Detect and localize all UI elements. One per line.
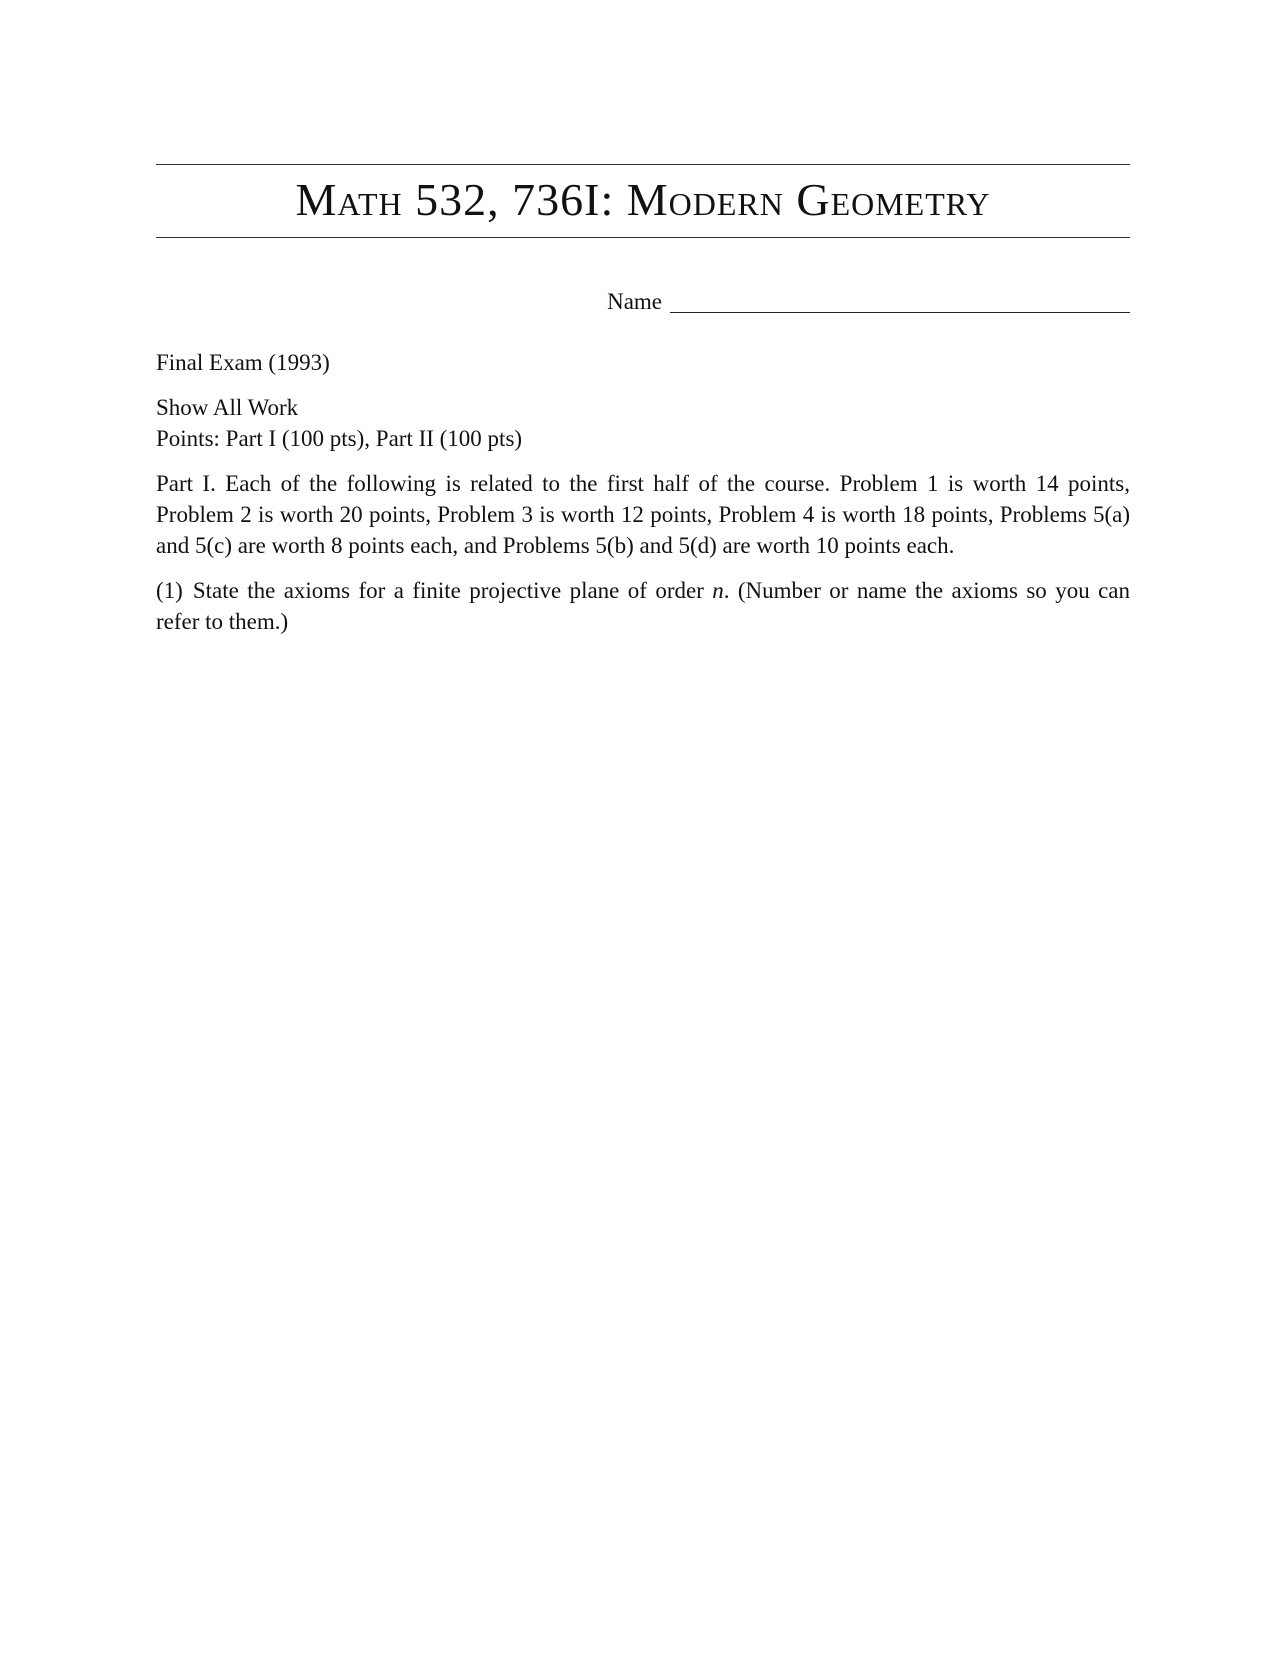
show-work-text: Show All Work xyxy=(156,395,299,420)
exam-page xyxy=(156,164,1130,637)
name-field xyxy=(156,290,1130,313)
problem-text-after: . (Number or name the axioms so you can refer to them.) xyxy=(156,578,1130,634)
exam-title: Final Exam (1993) xyxy=(156,350,330,375)
problem-text-before: State the axioms for a finite projective plane of order xyxy=(192,578,713,603)
name-blank-line[interactable] xyxy=(670,290,1130,313)
problem-number: (1) xyxy=(156,578,183,603)
exam-instructions xyxy=(156,392,1130,454)
problem-variable: n xyxy=(712,578,724,603)
problem-1 xyxy=(156,575,1130,637)
part1-intro: Part I. Each of the following is related to the first half of the course. Problem 1 is worth 14 points, Problem 2 is worth 20 points, Problem 3 is worth 12 points, Problem 4 is worth 18 points, Problems 5(a) and 5(c) are worth 8 points each, and Problems 5(b) and 5(d) are worth 10 points each. xyxy=(156,471,1130,558)
title-bottom-rule xyxy=(156,237,1130,238)
name-label: Name xyxy=(607,289,662,314)
points-text: Points: Part I (100 pts), Part II (100 pts) xyxy=(156,426,523,451)
course-title: Math 532, 736I: Modern Geometry xyxy=(295,174,991,225)
